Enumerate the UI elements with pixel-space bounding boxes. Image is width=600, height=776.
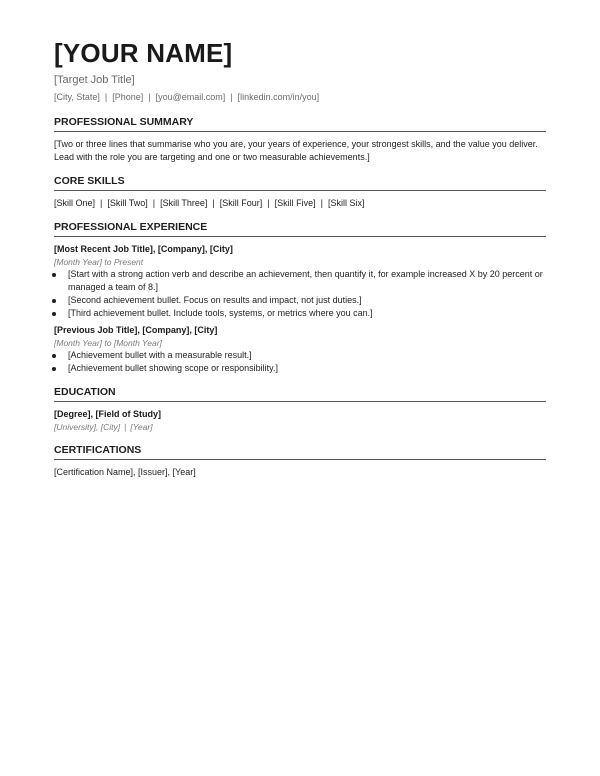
bullet-text: [Third achievement bullet. Include tools, systems, or metrics where you can.] (68, 308, 373, 318)
job-entry (54, 324, 546, 375)
skill-separator: | (267, 198, 270, 208)
contact-location: [City, State] (54, 92, 100, 102)
bullet-text: [Achievement bullet with a measurable result.] (68, 350, 252, 360)
education-meta (54, 421, 546, 433)
section-heading-certifications: CERTIFICATIONS (54, 443, 546, 460)
contact-separator: | (104, 92, 108, 102)
skill-item: [Skill Two] (107, 198, 148, 208)
bullet-dot-icon (52, 273, 56, 277)
contact-line (54, 91, 546, 103)
bullet-item (54, 349, 546, 362)
skill-separator: | (100, 198, 103, 208)
bullet-dot-icon (52, 367, 56, 371)
skill-item: [Skill Five] (274, 198, 316, 208)
bullet-item (54, 362, 546, 375)
education-school: [University], [City] (54, 422, 121, 432)
section-heading-education: EDUCATION (54, 385, 546, 402)
contact-phone: [Phone] (112, 92, 144, 102)
summary-text: [Two or three lines that summarise who you are, your years of experience, your strongest skills, and the value you deliver. Lead with the role you are targeting and one or two measurable achievements.] (54, 139, 538, 162)
job-title-company: [Most Recent Job Title], [Company], [City] (54, 244, 233, 254)
bullet-dot-icon (52, 299, 56, 303)
certification-text: [Certification Name], [Issuer], [Year] (54, 467, 196, 477)
section-heading-summary: PROFESSIONAL SUMMARY (54, 115, 546, 132)
education-year: [Year] (130, 422, 153, 432)
candidate-name: [YOUR NAME] (54, 38, 233, 68)
section-heading-skills: CORE SKILLS (54, 174, 546, 191)
bullet-item (54, 307, 546, 320)
skill-item: [Skill Six] (327, 198, 365, 208)
contact-linkedin: [linkedin.com/in/you] (237, 92, 320, 102)
section-heading-experience: PROFESSIONAL EXPERIENCE (54, 220, 546, 237)
job-bullets (54, 268, 546, 320)
contact-separator: | (230, 92, 233, 102)
job-dates: [Month Year] to Present (54, 257, 144, 267)
skill-item: [Skill Four] (219, 198, 263, 208)
job-dates: [Month Year] to [Month Year] (54, 338, 162, 348)
bullet-dot-icon (52, 354, 56, 358)
skills-list (54, 197, 546, 210)
bullet-item (54, 268, 546, 294)
job-bullets (54, 349, 546, 375)
bullet-dot-icon (52, 312, 56, 316)
job-title-company: [Previous Job Title], [Company], [City] (54, 325, 218, 335)
bullet-text: [Start with a strong action verb and describe an achievement, then quantify it, for example increased X by 20 percent or managed a team of 8.] (68, 269, 543, 292)
skill-separator: | (152, 198, 156, 208)
contact-email: [you@email.com] (155, 92, 226, 102)
education-degree: [Degree], [Field of Study] (54, 409, 162, 419)
job-entry (54, 243, 546, 320)
skill-separator: | (320, 198, 323, 208)
bullet-item (54, 294, 546, 307)
target-job-title: [Target Job Title] (54, 74, 135, 86)
education-separator: | (124, 422, 127, 432)
skill-separator: | (212, 198, 215, 208)
skill-item: [Skill Three] (160, 198, 208, 208)
contact-separator: | (148, 92, 151, 102)
bullet-text: [Second achievement bullet. Focus on results and impact, not just duties.] (68, 295, 362, 305)
bullet-text: [Achievement bullet showing scope or responsibility.] (68, 363, 278, 373)
skill-item: [Skill One] (54, 198, 96, 208)
